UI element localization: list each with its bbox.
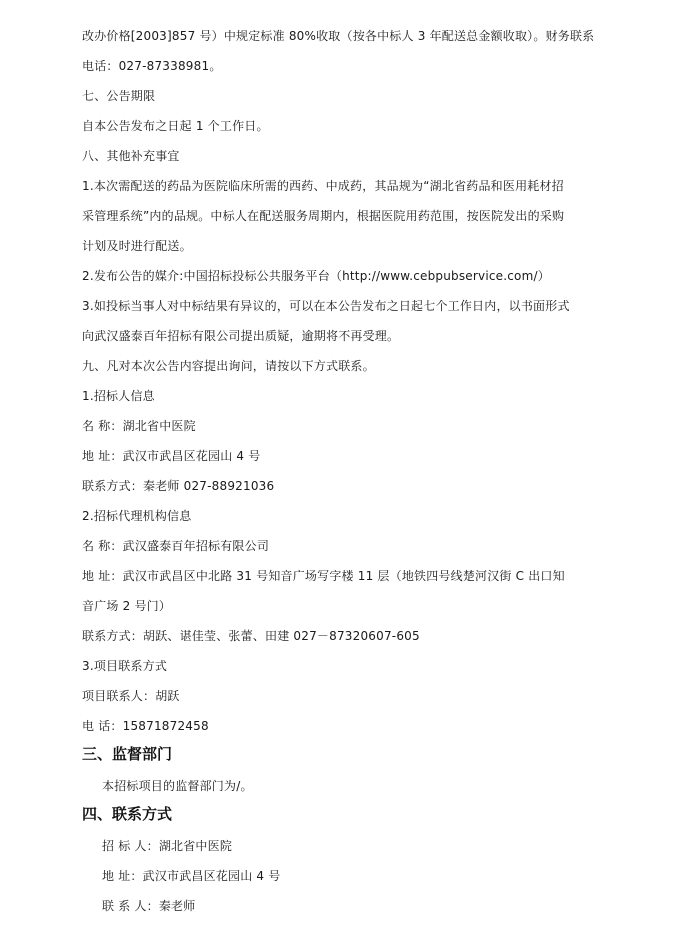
sub-title: 3.项目联系方式 (82, 659, 168, 673)
contact-line: 地 址：武汉市武昌区花园山 4 号 (102, 869, 281, 883)
info-line: 项目联系人：胡跃 (82, 689, 180, 703)
body-line: 采管理系统”内的品规。中标人在配送服务周期内，根据医院用药范围，按医院发出的采购 (82, 209, 565, 223)
info-line: 地 址：武汉市武昌区中北路 31 号知音广场写字楼 11 层（地铁四号线楚河汉街 C 出口知 (82, 569, 565, 583)
body-line: 计划及时进行配送。 (82, 239, 192, 253)
section-heading-supervision: 三、监督部门 (82, 745, 173, 763)
contact-line: 招 标 人：湖北省中医院 (102, 839, 233, 853)
contact-line: 联 系 人：秦老师 (102, 899, 196, 913)
info-line: 名 称：湖北省中医院 (82, 419, 196, 433)
sub-title: 1.招标人信息 (82, 389, 155, 403)
supervision-body: 本招标项目的监督部门为/。 (102, 779, 253, 793)
info-line: 音广场 2 号门） (82, 599, 172, 613)
section-heading-contact: 四、联系方式 (82, 805, 173, 823)
body-line: 自本公告发布之日起 1 个工作日。 (82, 119, 269, 133)
body-line: 3.如投标当事人对中标结果有异议的，可以在本公告发布之日起七个工作日内，以书面形式 (82, 299, 570, 313)
section-title: 八、其他补充事宜 (82, 149, 180, 163)
body-line: 向武汉盛泰百年招标有限公司提出质疑，逾期将不再受理。 (82, 329, 400, 343)
section-title: 七、公告期限 (82, 89, 156, 103)
info-line: 联系方式：秦老师 027-88921036 (82, 479, 275, 493)
info-line: 名 称：武汉盛泰百年招标有限公司 (82, 539, 270, 553)
body-line: 电话：027-87338981。 (82, 59, 222, 73)
section-title: 九、凡对本次公告内容提出询问，请按以下方式联系。 (82, 359, 375, 373)
body-line: 改办价格[2003]857 号）中规定标准 80%收取（按各中标人 3 年配送总金额收取）。财务联系 (82, 29, 595, 43)
body-line: 1.本次需配送的药品为医院临床所需的西药、中成药，其品规为“湖北省药品和医用耗材招 (82, 179, 564, 193)
info-line: 联系方式：胡跃、谌佳莹、张蕾、田建 027－87320607-605 (82, 629, 420, 643)
sub-title: 2.招标代理机构信息 (82, 509, 192, 523)
info-line: 电 话：15871872458 (82, 719, 209, 733)
body-line: 2.发布公告的媒介:中国招标投标公共服务平台（http://www.cebpubservice.com/） (82, 269, 550, 283)
info-line: 地 址：武汉市武昌区花园山 4 号 (82, 449, 261, 463)
